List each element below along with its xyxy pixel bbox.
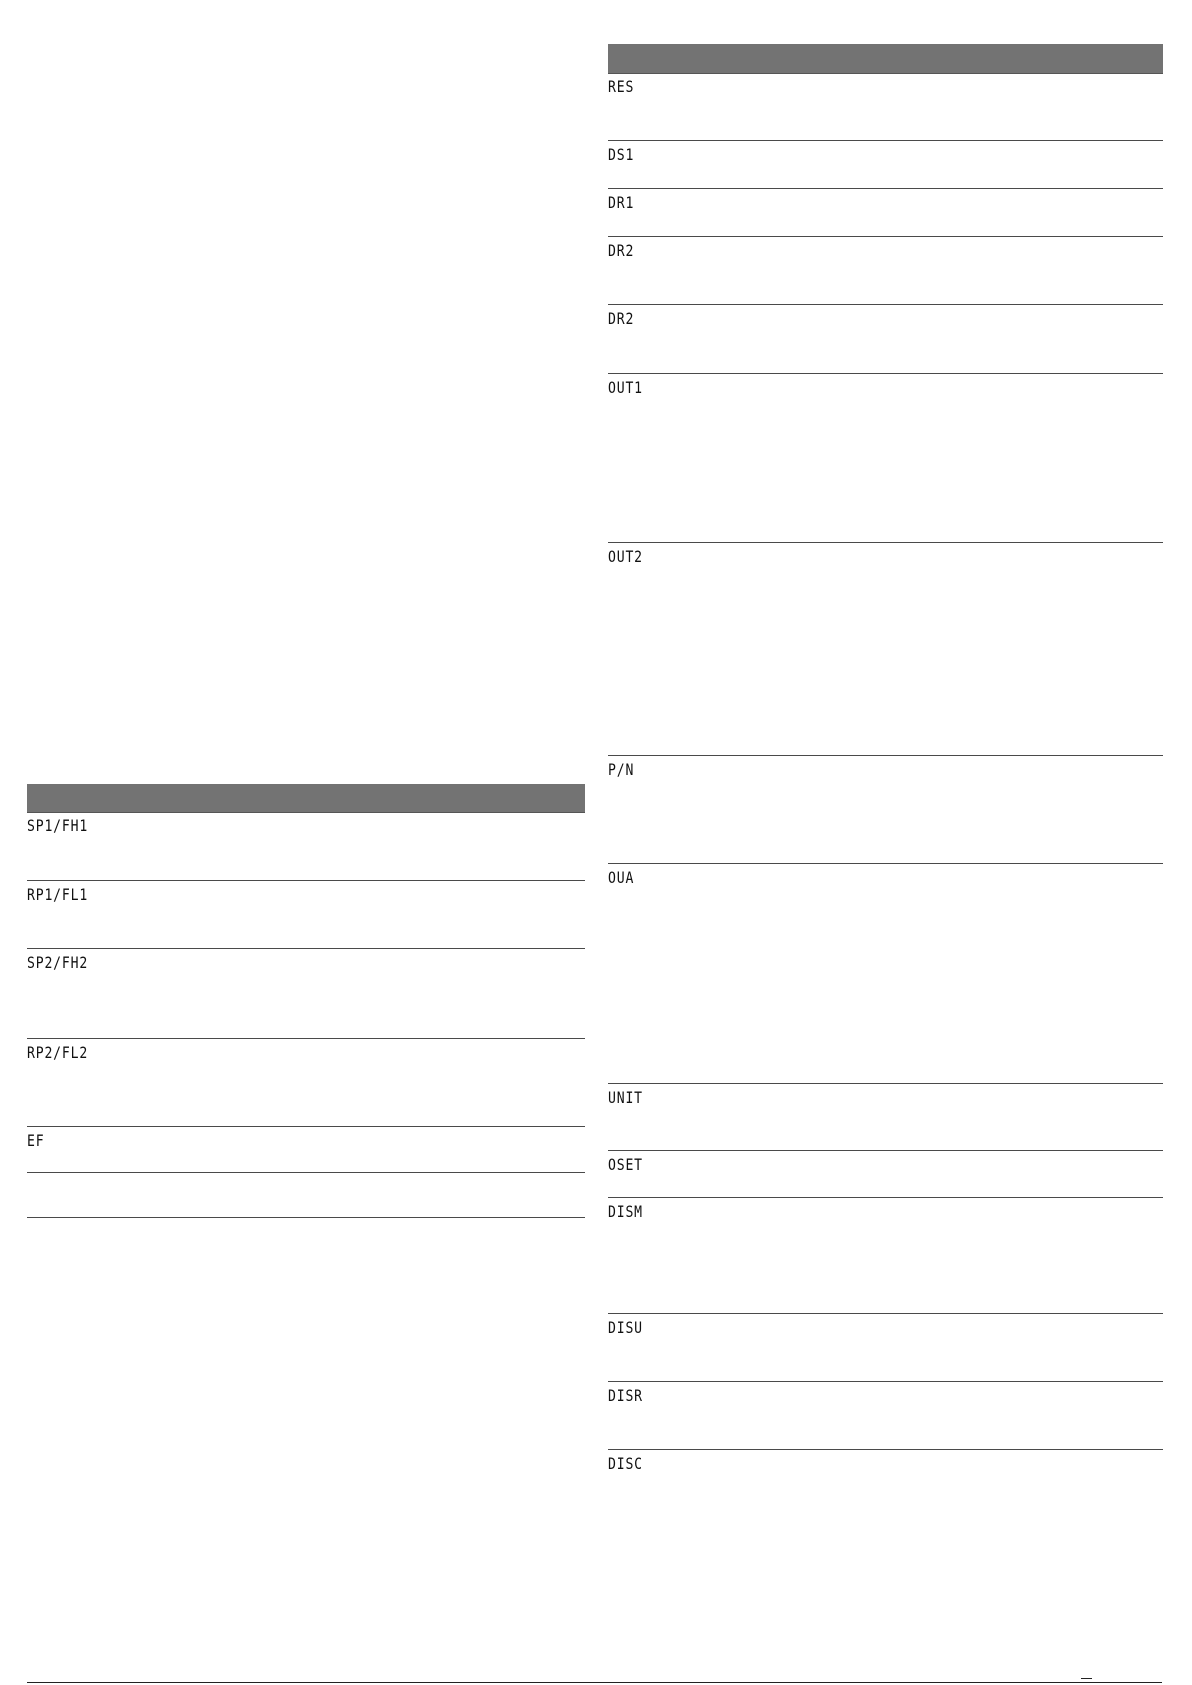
table-row [608, 141, 1163, 189]
parameter-code: DR2 [608, 309, 635, 328]
table-header [608, 44, 1163, 74]
table-row [608, 237, 1163, 305]
table-row [27, 1039, 585, 1127]
table-row [27, 1173, 585, 1218]
parameter-code: DISC [608, 1454, 643, 1473]
table-row [608, 1151, 1163, 1198]
parameter-code: EF [27, 1131, 45, 1150]
parameter-code: OUA [608, 868, 635, 887]
table-row [608, 189, 1163, 237]
table-row [608, 543, 1163, 756]
parameter-code: OUT1 [608, 378, 643, 397]
parameter-code: RES [608, 77, 635, 96]
table-row [27, 1127, 585, 1173]
parameter-code: RP2/FL2 [27, 1043, 89, 1062]
table-header [27, 784, 585, 813]
table-row [608, 73, 1163, 141]
page-bottom-rule [27, 1682, 1162, 1683]
parameter-code: OUT2 [608, 547, 643, 566]
table-row [608, 864, 1163, 1084]
table-row [608, 1382, 1163, 1450]
table-row-last [608, 1450, 1163, 1510]
parameter-code: DISR [608, 1386, 643, 1405]
parameter-code: DR1 [608, 193, 635, 212]
parameter-code: DISU [608, 1318, 643, 1337]
left-parameter-table [27, 784, 585, 1218]
table-row [27, 812, 585, 881]
right-parameter-table [608, 44, 1163, 1473]
table-row [608, 1198, 1163, 1314]
parameter-code: DR2 [608, 241, 635, 260]
table-row [608, 756, 1163, 864]
table-row [27, 949, 585, 1039]
parameter-code: OSET [608, 1155, 643, 1174]
table-row [27, 881, 585, 949]
table-row [608, 1084, 1163, 1151]
parameter-code: DS1 [608, 145, 635, 164]
parameter-code: SP1/FH1 [27, 816, 89, 835]
table-row [608, 374, 1163, 543]
parameter-code: UNIT [608, 1088, 643, 1107]
parameter-code: SP2/FH2 [27, 953, 89, 972]
table-row [608, 1314, 1163, 1382]
parameter-code: P/N [608, 760, 635, 779]
parameter-code: RP1/FL1 [27, 885, 89, 904]
parameter-code: DISM [608, 1202, 643, 1221]
page-bottom-rule-mark [1081, 1678, 1092, 1679]
table-row [608, 305, 1163, 374]
